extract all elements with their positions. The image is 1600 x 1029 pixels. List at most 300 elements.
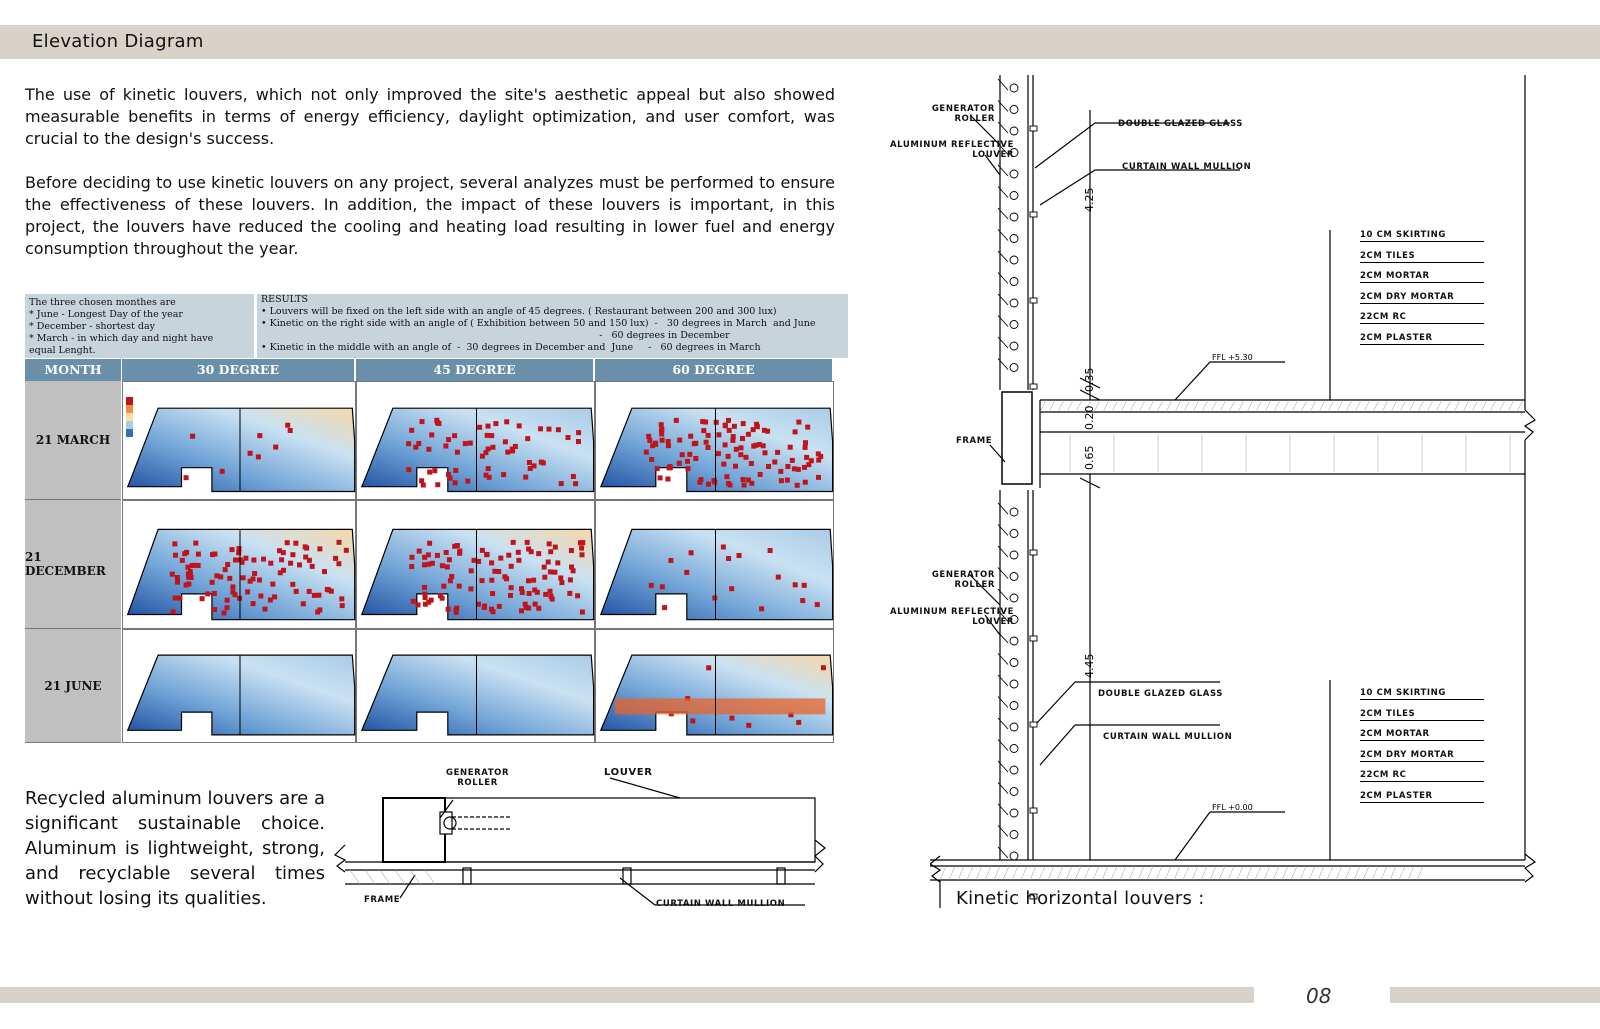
- high-lux-mark: [805, 425, 810, 430]
- high-lux-mark: [716, 432, 721, 437]
- slab-hatch: [1481, 400, 1487, 412]
- high-lux-mark: [443, 444, 448, 449]
- high-lux-mark: [569, 548, 574, 553]
- high-lux-mark: [729, 586, 734, 591]
- slab-hatch: [976, 866, 982, 880]
- high-lux-mark: [303, 555, 308, 560]
- slab-hatch: [1472, 400, 1478, 412]
- high-lux-mark: [492, 569, 497, 574]
- high-lux-mark: [268, 598, 273, 603]
- high-lux-mark: [281, 550, 286, 555]
- roller-icon: [1010, 680, 1018, 688]
- info-chosen-months: [25, 294, 254, 358]
- high-lux-mark: [726, 418, 731, 423]
- detail-label-generator-roller: [446, 768, 509, 788]
- label-line: ALUMINUM REFLECTIVE: [889, 140, 1014, 150]
- high-lux-mark: [270, 582, 275, 587]
- detail-label-louver: LOUVER: [604, 767, 653, 778]
- high-lux-mark: [177, 596, 182, 601]
- floor-layer-label: 2CM PLASTER: [1360, 791, 1484, 803]
- roller-icon: [1010, 235, 1018, 243]
- floor-layer-label: 10 CM SKIRTING: [1360, 230, 1484, 242]
- slab-hatch: [1021, 866, 1027, 880]
- heatmap-plan: [123, 630, 357, 744]
- high-lux-mark: [293, 541, 298, 546]
- slab-hatch: [1156, 866, 1162, 880]
- info-right-line: - 60 degrees in December: [261, 330, 730, 341]
- row-label-march: [25, 381, 121, 500]
- high-lux-mark: [493, 421, 498, 426]
- page-title: Elevation Diagram: [32, 31, 204, 52]
- slab-hatch: [1166, 400, 1172, 412]
- roller-icon: [1010, 256, 1018, 264]
- mullion-clip: [1030, 722, 1037, 727]
- high-lux-mark: [796, 720, 801, 725]
- high-lux-mark: [548, 569, 553, 574]
- daylight-heatmap-cell: [356, 500, 595, 629]
- high-lux-mark: [241, 575, 246, 580]
- high-lux-mark: [448, 578, 453, 583]
- high-lux-mark: [532, 588, 537, 593]
- slab-hatch: [1238, 400, 1244, 412]
- high-lux-mark: [508, 593, 513, 598]
- high-lux-mark: [746, 432, 751, 437]
- high-lux-mark: [573, 481, 578, 486]
- high-lux-mark: [796, 420, 801, 425]
- high-lux-mark: [803, 440, 808, 445]
- slab-hatch: [1318, 866, 1324, 880]
- slab-hatch: [1012, 866, 1018, 880]
- high-lux-mark: [409, 428, 414, 433]
- roller-icon: [1010, 84, 1018, 92]
- detail-label-curtain-wall-mullion: CURTAIN WALL MULLION: [656, 899, 786, 909]
- mullion-clip: [1030, 126, 1037, 131]
- high-lux-mark: [728, 483, 733, 488]
- high-lux-mark: [406, 441, 411, 446]
- high-lux-mark: [446, 472, 451, 477]
- high-lux-mark: [653, 441, 658, 446]
- high-lux-mark: [649, 583, 654, 588]
- high-lux-mark: [279, 557, 284, 562]
- high-lux-mark: [503, 439, 508, 444]
- high-lux-mark: [307, 589, 312, 594]
- slab-hatch: [1103, 400, 1109, 412]
- roller-icon: [1010, 831, 1018, 839]
- high-lux-mark: [684, 570, 689, 575]
- high-lux-mark: [734, 447, 739, 452]
- high-lux-mark: [517, 423, 522, 428]
- high-lux-mark: [406, 467, 411, 472]
- heatmap-plan: [596, 501, 835, 630]
- slab-hatch: [1255, 866, 1261, 880]
- ffl-upper-label: FFL +5.30: [1212, 353, 1253, 362]
- high-lux-mark: [525, 540, 530, 545]
- high-lux-mark: [668, 558, 673, 563]
- slab-hatch: [1219, 866, 1225, 880]
- high-lux-mark: [737, 553, 742, 558]
- high-lux-mark: [463, 441, 468, 446]
- dimension-slab-top: 0.35: [1083, 367, 1096, 392]
- high-lux-mark: [714, 420, 719, 425]
- mullion-clip: [1030, 384, 1037, 389]
- floor-layer-label: 2CM PLASTER: [1360, 333, 1484, 345]
- floor-layer-label: 22CM RC: [1360, 770, 1484, 782]
- high-lux-mark: [749, 461, 754, 466]
- high-lux-mark: [519, 608, 524, 613]
- high-lux-mark: [480, 578, 485, 583]
- high-lux-mark: [484, 552, 489, 557]
- high-lux-mark: [317, 607, 322, 612]
- high-lux-mark: [726, 556, 731, 561]
- slab-hatch: [1147, 866, 1153, 880]
- high-lux-mark: [230, 584, 235, 589]
- high-lux-mark: [543, 592, 548, 597]
- high-lux-mark: [723, 423, 728, 428]
- high-lux-mark: [427, 470, 432, 475]
- frame-box: [383, 798, 445, 862]
- floor-layer-label: 2CM TILES: [1360, 709, 1484, 721]
- high-lux-mark: [802, 465, 807, 470]
- slab-hatch: [1282, 866, 1288, 880]
- high-lux-mark: [426, 447, 431, 452]
- slab-hatch: [1067, 400, 1073, 412]
- heatmap-plan: [357, 630, 596, 744]
- slab-hatch: [1040, 400, 1046, 412]
- plan-outline: [128, 655, 355, 735]
- high-lux-mark: [816, 451, 821, 456]
- high-lux-mark: [288, 428, 293, 433]
- slab-hatch: [940, 866, 946, 880]
- high-lux-mark: [531, 578, 536, 583]
- mullion-clip: [1030, 298, 1037, 303]
- daylight-heatmap-cell: [356, 381, 595, 500]
- high-lux-mark: [340, 603, 345, 608]
- high-lux-mark: [472, 558, 477, 563]
- high-lux-mark: [465, 479, 470, 484]
- dimension-slab-mid: 0.20: [1083, 405, 1096, 430]
- high-lux-mark: [766, 464, 771, 469]
- high-lux-mark: [666, 439, 671, 444]
- slab-hatch: [958, 866, 964, 880]
- roller-icon: [1010, 508, 1018, 516]
- high-lux-mark: [490, 591, 495, 596]
- roller-icon: [1010, 659, 1018, 667]
- label-line: LOUVER: [972, 150, 1014, 160]
- daylight-heatmap-cell: [595, 500, 834, 629]
- high-lux-mark: [233, 558, 238, 563]
- high-lux-mark: [502, 574, 507, 579]
- high-lux-mark: [802, 583, 807, 588]
- slab-hatch: [1309, 866, 1315, 880]
- high-lux-mark: [785, 478, 790, 483]
- high-lux-mark: [793, 429, 798, 434]
- roller-icon: [1010, 342, 1018, 350]
- high-lux-mark: [800, 598, 805, 603]
- high-lux-mark: [571, 474, 576, 479]
- high-lux-mark: [759, 606, 764, 611]
- slab-hatch: [1345, 866, 1351, 880]
- high-lux-mark: [730, 716, 735, 721]
- high-lux-mark: [486, 466, 491, 471]
- high-lux-mark: [567, 591, 572, 596]
- slab-hatch: [1057, 866, 1063, 880]
- high-lux-mark: [706, 433, 711, 438]
- high-lux-mark: [497, 604, 502, 609]
- high-lux-mark: [427, 541, 432, 546]
- label-line: GENERATOR: [931, 570, 995, 580]
- slab-hatch: [1120, 866, 1126, 880]
- slab-hatch: [1445, 400, 1451, 412]
- high-lux-mark: [251, 558, 256, 563]
- high-lux-mark: [430, 561, 435, 566]
- slab-hatch: [1391, 400, 1397, 412]
- high-lux-mark: [821, 665, 826, 670]
- high-lux-mark: [421, 483, 426, 488]
- slab-hatch: [1139, 400, 1145, 412]
- daylight-heatmap-cell: [122, 629, 356, 743]
- daylight-heatmap-cell: [122, 381, 356, 500]
- slab-hatch: [1517, 400, 1523, 412]
- high-lux-mark: [703, 420, 708, 425]
- high-lux-mark: [775, 450, 780, 455]
- high-lux-mark: [297, 562, 302, 567]
- high-lux-mark: [721, 545, 726, 550]
- high-lux-mark: [429, 598, 434, 603]
- high-lux-mark: [409, 564, 414, 569]
- high-lux-mark: [304, 546, 309, 551]
- floor-layer-label: 10 CM SKIRTING: [1360, 688, 1484, 700]
- slab-hatch: [1373, 400, 1379, 412]
- high-lux-mark: [790, 458, 795, 463]
- high-lux-mark: [686, 466, 691, 471]
- high-lux-mark: [693, 456, 698, 461]
- slab-hatch: [1112, 400, 1118, 412]
- high-lux-mark: [288, 561, 293, 566]
- slab-hatch: [1327, 866, 1333, 880]
- high-lux-mark: [333, 556, 338, 561]
- slab-hatch: [1292, 400, 1298, 412]
- high-lux-mark: [486, 424, 491, 429]
- legend-swatch: [126, 397, 133, 405]
- row-label-text: 21 JUNE: [44, 678, 102, 693]
- slab-hatch: [1274, 400, 1280, 412]
- roller-icon: [1010, 852, 1018, 860]
- high-lux-mark: [706, 665, 711, 670]
- high-lux-mark: [548, 549, 553, 554]
- high-lux-mark: [344, 548, 349, 553]
- plan-outline: [362, 408, 594, 491]
- slab-hatch: [1336, 866, 1342, 880]
- high-lux-mark: [416, 441, 421, 446]
- high-lux-mark: [498, 556, 503, 561]
- high-lux-mark: [322, 569, 327, 574]
- high-lux-mark: [539, 460, 544, 465]
- high-lux-mark: [171, 609, 176, 614]
- high-lux-mark: [765, 429, 770, 434]
- dimension-upper: 4.25: [1083, 187, 1096, 212]
- label-line: GENERATOR: [446, 768, 510, 778]
- legend-swatch: [126, 429, 133, 437]
- high-lux-mark: [552, 570, 557, 575]
- slab-hatch: [1193, 400, 1199, 412]
- high-lux-mark: [469, 568, 474, 573]
- high-lux-mark: [778, 469, 783, 474]
- roller-icon: [1010, 530, 1018, 538]
- high-lux-mark: [491, 445, 496, 450]
- high-lux-mark: [336, 561, 341, 566]
- slab-hatch: [1354, 866, 1360, 880]
- high-lux-mark: [310, 564, 315, 569]
- slab-hatch: [1247, 400, 1253, 412]
- roller-icon: [1010, 213, 1018, 221]
- high-lux-mark: [779, 478, 784, 483]
- slab-hatch: [985, 866, 991, 880]
- high-lux-mark: [523, 475, 528, 480]
- high-lux-mark: [804, 455, 809, 460]
- slab-hatch: [1148, 400, 1154, 412]
- high-lux-mark: [222, 611, 227, 616]
- mullion-clip: [1030, 636, 1037, 641]
- floor-layer-label: 22CM RC: [1360, 312, 1484, 324]
- high-lux-mark: [435, 553, 440, 558]
- high-lux-mark: [712, 596, 717, 601]
- high-lux-mark: [468, 441, 473, 446]
- slab-hatch: [1211, 400, 1217, 412]
- label-line: ROLLER: [954, 114, 995, 124]
- high-lux-mark: [212, 591, 217, 596]
- high-lux-mark: [566, 435, 571, 440]
- high-lux-mark: [553, 545, 558, 550]
- section-label-double-glazed-bottom: DOUBLE GLAZED GLASS: [1098, 689, 1224, 699]
- high-lux-mark: [516, 558, 521, 563]
- slab-hatch: [1417, 866, 1423, 880]
- slab-hatch: [1201, 866, 1207, 880]
- high-lux-mark: [251, 601, 256, 606]
- high-lux-mark: [659, 427, 664, 432]
- high-lux-mark: [422, 562, 427, 567]
- high-lux-mark: [410, 555, 415, 560]
- roller-icon: [1010, 192, 1018, 200]
- high-lux-mark: [175, 575, 180, 580]
- ffl-lower-label: FFL +0.00: [1212, 803, 1253, 812]
- high-lux-mark: [796, 467, 801, 472]
- slab-hatch: [967, 866, 973, 880]
- high-lux-mark: [569, 565, 574, 570]
- high-lux-mark: [556, 427, 561, 432]
- legend-swatch: [126, 413, 133, 421]
- high-lux-mark: [172, 541, 177, 546]
- slab-hatch: [1382, 400, 1388, 412]
- high-lux-mark: [455, 450, 460, 455]
- high-lux-mark: [452, 433, 457, 438]
- slab-hatch: [1364, 400, 1370, 412]
- slab-hatch: [1237, 866, 1243, 880]
- slab-hatch: [1381, 866, 1387, 880]
- high-lux-mark: [757, 442, 762, 447]
- high-lux-mark: [317, 546, 322, 551]
- section-label-mullion-bottom: CURTAIN WALL MULLION: [1103, 732, 1233, 742]
- high-lux-mark: [746, 723, 751, 728]
- high-lux-mark: [486, 447, 491, 452]
- high-lux-mark: [184, 583, 189, 588]
- heatmap-plan: [596, 630, 835, 744]
- high-lux-mark: [575, 593, 580, 598]
- slab-hatch: [1273, 866, 1279, 880]
- slab-hatch: [1301, 400, 1307, 412]
- high-lux-mark: [538, 426, 543, 431]
- info-right-line: • Kinetic in the middle with an angle of - 30 degrees in December and June - 60 degrees in March: [261, 342, 761, 353]
- high-lux-mark: [290, 552, 295, 557]
- high-lux-mark: [482, 605, 487, 610]
- high-lux-mark: [578, 540, 583, 545]
- plan-outline: [128, 529, 355, 619]
- high-lux-mark: [429, 432, 434, 437]
- floor-layer-label: 2CM MORTAR: [1360, 271, 1484, 283]
- daylight-heatmap-cell: [595, 381, 834, 500]
- high-lux-mark: [212, 552, 217, 557]
- slab-hatch: [1256, 400, 1262, 412]
- high-lux-mark: [485, 433, 490, 438]
- high-lux-mark: [580, 552, 585, 557]
- slab-hatch: [1075, 866, 1081, 880]
- louver-detail-drawing: [325, 760, 840, 920]
- high-lux-mark: [173, 553, 178, 558]
- roller-icon: [1010, 594, 1018, 602]
- label-line: GENERATOR: [931, 104, 995, 114]
- section-label-double-glazed-top: DOUBLE GLAZED GLASS: [1118, 119, 1244, 129]
- high-lux-mark: [218, 574, 223, 579]
- section-label-aluminum-louver-bottom: [860, 607, 1014, 627]
- slab-hatch: [1210, 866, 1216, 880]
- high-lux-mark: [667, 464, 672, 469]
- slab-hatch: [1229, 400, 1235, 412]
- slab-hatch: [1400, 400, 1406, 412]
- high-lux-mark: [200, 596, 205, 601]
- footer-bar-right: [1390, 987, 1600, 1003]
- high-lux-mark: [225, 562, 230, 567]
- high-lux-mark: [660, 584, 665, 589]
- info-left-line: equal Lenght.: [29, 345, 96, 356]
- row-label-june: [25, 629, 121, 743]
- high-lux-mark: [312, 593, 317, 598]
- slab-hatch: [1418, 400, 1424, 412]
- high-lux-mark: [688, 434, 693, 439]
- high-lux-mark: [316, 593, 321, 598]
- slab-hatch: [1174, 866, 1180, 880]
- high-lux-mark: [339, 596, 344, 601]
- legend-swatch: [126, 421, 133, 429]
- high-lux-mark: [273, 445, 278, 450]
- high-lux-mark: [455, 543, 460, 548]
- column-header-month: MONTH: [25, 359, 121, 381]
- slab-hatch: [1049, 400, 1055, 412]
- roller-icon: [1010, 299, 1018, 307]
- slab-hatch: [1121, 400, 1127, 412]
- slab-hatch: [1363, 866, 1369, 880]
- high-lux-mark: [549, 594, 554, 599]
- high-lux-mark: [170, 572, 175, 577]
- high-lux-mark: [477, 425, 482, 430]
- high-lux-mark: [268, 561, 273, 566]
- high-lux-mark: [446, 607, 451, 612]
- high-lux-mark: [547, 427, 552, 432]
- slab-hatch: [1220, 400, 1226, 412]
- high-lux-mark: [716, 451, 721, 456]
- high-lux-mark: [511, 540, 516, 545]
- high-lux-mark: [724, 474, 729, 479]
- label-line: LOUVER: [972, 617, 1014, 627]
- high-lux-mark: [501, 472, 506, 477]
